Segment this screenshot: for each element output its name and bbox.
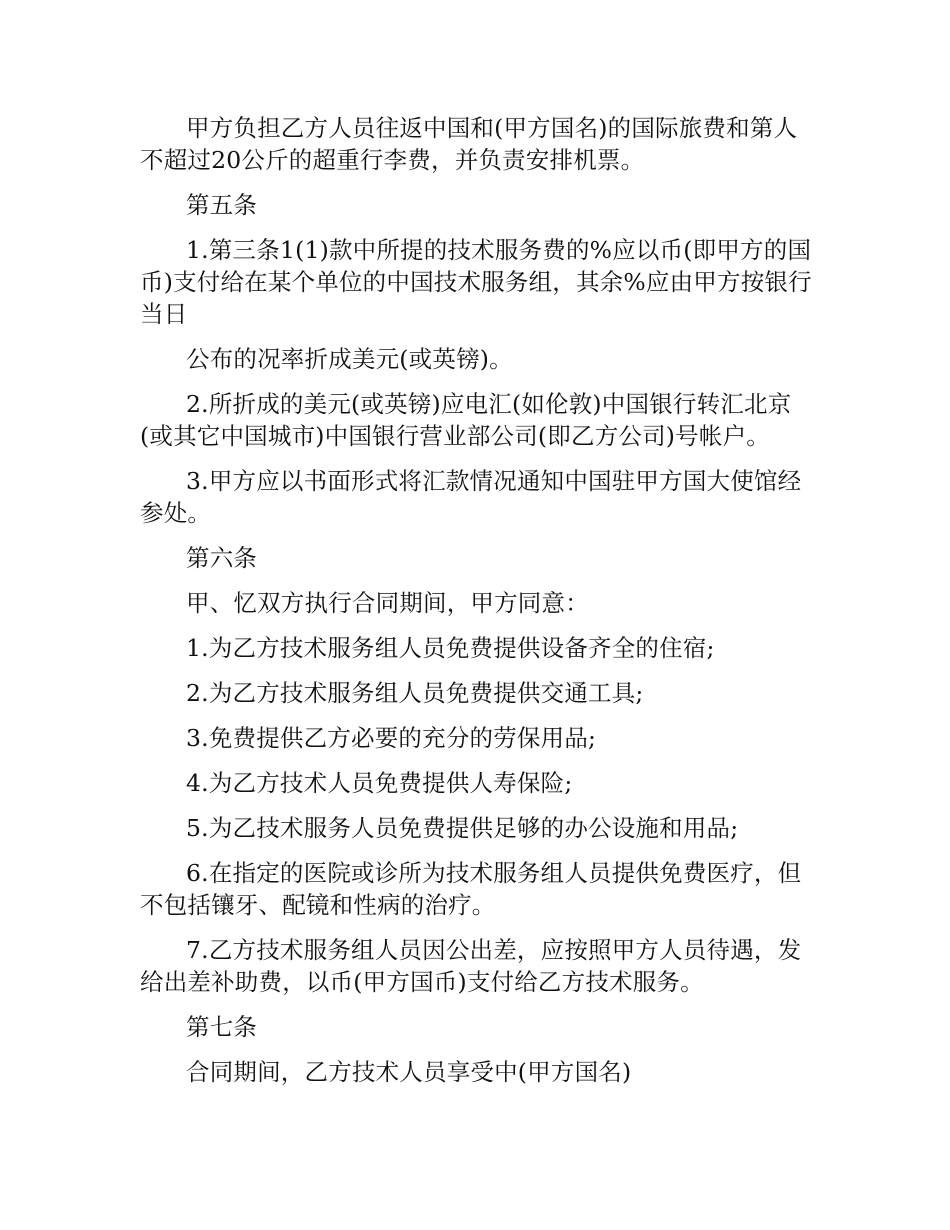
paragraph-6-6: 6.在指定的医院或诊所为技术服务组人员提供免费医疗，但不包括镶牙、配镜和性病的治疗。 [140,859,802,919]
paragraph-5-3: 3.甲方应以书面形式将汇款情况通知中国驻甲方国大使馆经参处。 [140,467,802,527]
paragraph-7-intro: 合同期间，乙方技术人员享受中(甲方国名) [186,1058,632,1086]
paragraph-5-1: 1.第三条1(1)款中所提的技术服务费的%应以币(即甲方的国币)支付给在某个单位的中国技术服务组，其余%应由甲方按银行当日 [140,236,812,328]
paragraph-6-5: 5.为乙技术服务人员免费提供足够的办公设施和用品; [186,814,739,842]
document-body [140,112,820,1088]
paragraph-5-2: 2.所折成的美元(或英镑)应电汇(如伦敦)中国银行转汇北京(或其它中国城市)中国银行营业部公司(即乙方公司)号帐户。 [140,390,792,450]
paragraph-6-1: 1.为乙方技术服务组人员免费提供设备齐全的住宿; [186,634,715,662]
paragraph-6-4: 4.为乙方技术人员免费提供人寿保险; [186,769,573,797]
paragraph-6-3: 3.免费提供乙方必要的充分的劳保用品; [186,724,597,752]
article-6-heading: 第六条 [186,544,258,572]
paragraph-6-7: 7.乙方技术服务组人员因公出差，应按照甲方人员待遇，发给出差补助费，以币(甲方国币)支付给乙方技术服务。 [140,936,802,996]
article-5-heading: 第五条 [186,191,258,219]
paragraph-6-intro: 甲、忆双方执行合同期间，甲方同意： [186,589,589,617]
paragraph-6-2: 2.为乙方技术服务组人员免费提供交通工具; [186,679,644,707]
paragraph-5-1-continued: 公布的况率折成美元(或英镑)。 [186,345,513,373]
article-7-heading: 第七条 [186,1013,258,1041]
paragraph-travel-expenses: 甲方负担乙方人员往返中国和(甲方国名)的国际旅费和第人不超过20公斤的超重行李费，并负责安排机票。 [140,114,798,174]
